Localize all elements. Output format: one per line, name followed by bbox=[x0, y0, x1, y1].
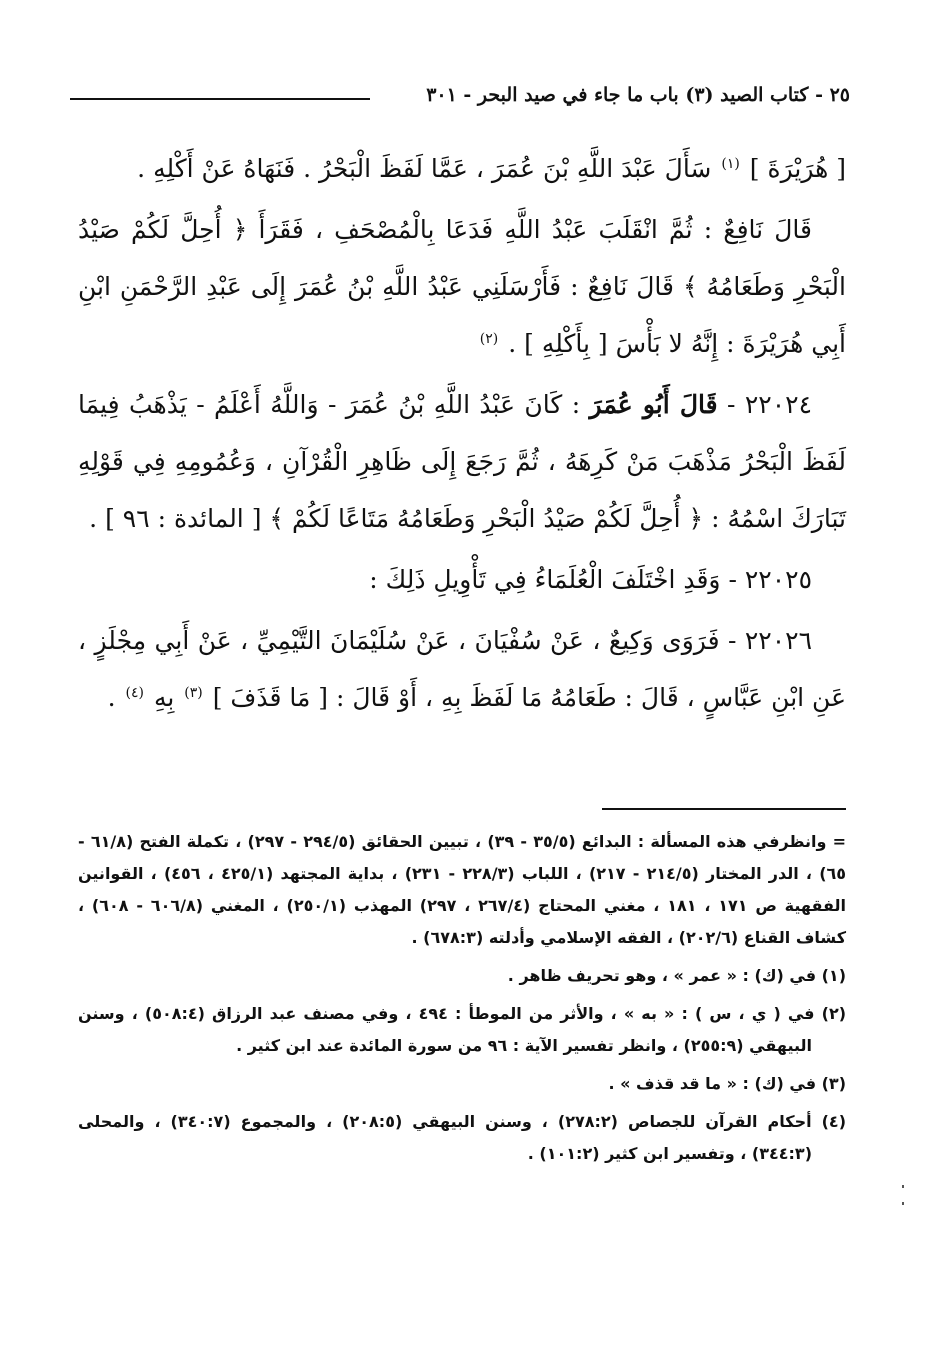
main-text bbox=[78, 140, 846, 730]
paragraph-22025 bbox=[78, 551, 846, 608]
footnote-separator bbox=[602, 808, 846, 810]
paragraph-2-text: قَالَ نَافِعٌ : ثُمَّ انْقَلَبَ عَبْدُ اللَّهِ فَدَعَا بِالْمُصْحَفِ ، فَقَرَأَ ﴿ أُحِلَّ لَكُمْ صَيْدُ الْبَحْرِ وَطَعَامُهُ ﴾ قَالَ نَافِعٌ : فَأَرْسَلَنِي عَبْدُ اللَّهِ بْنُ عُمَرَ إِلَى عَبْدِ الرَّحْمَنِ ابْنِ أَبِي هُرَيْرَةَ : إِنَّهُ لا بَأْسَ [ بِأَكْلِهِ ] . bbox=[78, 215, 846, 358]
footnote-continuation: = وانظرفي هذه المسألة : البدائع (٣٥/٥ - ٣٩) ، تبيين الحقائق (٢٩٤/٥ - ٢٩٧) ، تكملة الفتح (٦١/٨ - ٦٥) ، الدر المختار (٢١٤/٥ - ٢١٧) ، اللباب (٢٢٨/٣ - ٢٣١) ، بداية المجتهد (٤٢٥/١ ، ٤٥٦) ، القوانين الفقهية ص ١٧١ ، ١٨١ ، مغني المحتاج (٢٦٧/٤ ، ٢٩٧) المهذب (٢٥٠/١) ، المغني (٦٠٦/٨ - ٦٠٨) ، كشاف القناع (٢٠٢/٦) ، الفقه الإسلامي وأدلته (٦٧٨:٣) . bbox=[78, 832, 847, 947]
footnote-ref-2[interactable]: (٢) bbox=[479, 330, 499, 347]
paragraph-22026-text-2: بِهِ bbox=[153, 683, 175, 712]
paragraph-22026-end: . bbox=[107, 683, 116, 712]
paragraph-22026-text: فَرَوَى وَكِيعٌ ، عَنْ سُفْيَانَ ، عَنْ سُلَيْمَانَ التَّيْمِيِّ ، عَنْ أَبِي مِجْلَزٍ ، عَنِ ابْنِ عَبَّاسٍ ، قَالَ : طَعَامُهُ مَا لَفَظَ بِهِ ، أَوْ قَالَ : [ مَا قَذَفَ ] bbox=[78, 626, 846, 712]
margin-mark bbox=[902, 1185, 904, 1215]
paragraph-2 bbox=[78, 201, 846, 372]
footnote-2: (٢) في ( ي ، س ) : « به » ، والأثر من الموطأ : ٤٩٤ ، وفي مصنف عبد الرزاق (٥٠٨:٤) ، وسنن البيهقي (٢٥٥:٩) ، وانظر تفسير الآية : ٩٦ من سورة المائدة عند ابن كثير . bbox=[78, 1004, 847, 1055]
footnote-3: (٣) في (ك) : « ما قد قذف » . bbox=[608, 1074, 846, 1093]
footnote-4: (٤) أحكام القرآن للجصاص (٢٧٨:٢) ، وسنن البيهقي (٢٠٨:٥) ، والمجموع (٣٤٠:٧) ، والمحلى (٣٤٤:٣) ، وتفسير ابن كثير (١٠١:٢) . bbox=[78, 1112, 846, 1163]
footnote-ref-1[interactable]: (١) bbox=[721, 155, 740, 172]
paragraph-1-text: سَأَلَ عَبْدَ اللَّهِ بْنَ عُمَرَ ، عَمَّا لَفَظَ الْبَحْرُ . فَنَهَاهُ عَنْ أَكْلِهِ . bbox=[137, 154, 712, 183]
paragraph-22024 bbox=[78, 376, 846, 547]
paragraph-number: ٢٢٠٢٦ - bbox=[727, 626, 812, 655]
footnote-ref-3[interactable]: (٣) bbox=[184, 684, 203, 701]
paragraph-22025-text: وَقَدِ اخْتَلَفَ الْعُلَمَاءُ فِي تَأْوِيلِ ذَلِكَ : bbox=[369, 565, 721, 594]
paragraph-1 bbox=[78, 140, 846, 197]
paragraph-22024-text: : كَانَ عَبْدُ اللَّهِ بْنُ عُمَرَ - وَاللَّهُ أَعْلَمُ - يَذْهَبُ فِيمَا لَفَظَ الْبَحْرُ مَذْهَبَ مَنْ كَرِهَهُ ، ثُمَّ رَجَعَ إِلَى ظَاهِرِ الْقُرْآنِ ، وَعُمُومِهِ فِي قَوْلِهِ تَبَارَكَ اسْمُهُ : ﴿ أُحِلَّ لَكُمْ صَيْدُ الْبَحْرِ وَطَعَامُهُ مَتَاعًا لَكُمْ ﴾ [ المائدة : ٩٦ ] . bbox=[78, 390, 846, 533]
speaker-label: قَالَ أَبُو عُمَرَ bbox=[589, 390, 718, 419]
paragraph-number: ٢٢٠٢٥ - bbox=[728, 565, 812, 594]
footnote-1: (١) في (ك) : « عمر » ، وهو تحريف ظاهر . bbox=[507, 966, 846, 985]
paragraph-1-bracket: [ هُرَيْرَةَ ] bbox=[749, 154, 846, 183]
running-header bbox=[70, 78, 850, 118]
header-rule bbox=[70, 98, 370, 100]
header-title: ٢٥ - كتاب الصيد (٣) باب ما جاء في صيد البحر - ٣٠١ bbox=[426, 84, 850, 106]
footnotes bbox=[78, 826, 846, 1176]
footnote-ref-4[interactable]: (٤) bbox=[125, 684, 145, 701]
paragraph-number: ٢٢٠٢٤ - bbox=[727, 390, 813, 419]
paragraph-22026 bbox=[78, 612, 846, 726]
